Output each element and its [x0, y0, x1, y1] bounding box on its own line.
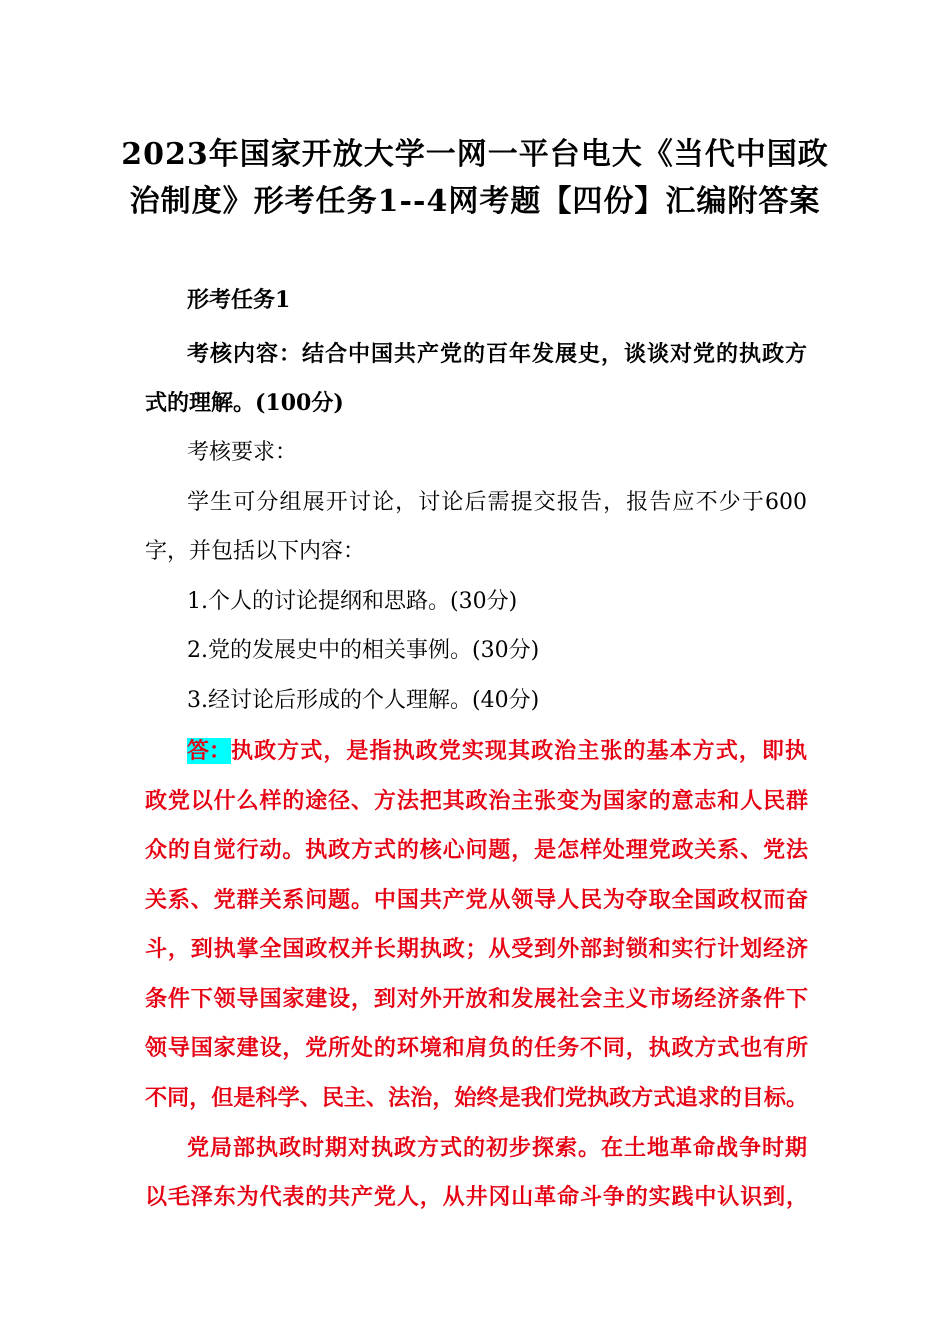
paragraph-2-line-1: 党局部执政时期对执政方式的初步探索。在土地革命战争时期	[187, 1135, 807, 1161]
document-title-line-2: 治制度》形考任务1--4网考题【四份】汇编附答案	[129, 184, 821, 219]
assessment-content-line-2: 式的理解。(100分)	[145, 390, 344, 416]
answer-line: 关系、党群关系问题。中国共产党从领导人民为夺取全国政权而奋	[145, 887, 808, 913]
assessment-content-line-1: 考核内容：结合中国共产党的百年发展史，谈谈对党的执政方	[187, 341, 807, 367]
answer-text: 执政方式，是指执政党实现其政治主张的基本方式，即执	[231, 738, 807, 764]
answer-line: 众的自觉行动。执政方式的核心问题，是怎样处理党政关系、党法	[145, 837, 808, 863]
requirement-item: 1.个人的讨论提纲和思路。(30分)	[187, 589, 518, 614]
requirement-item: 3.经讨论后形成的个人理解。(40分)	[187, 688, 540, 713]
answer-line: 条件下领导国家建设，到对外开放和发展社会主义市场经济条件下	[145, 986, 808, 1012]
answer-line: 政党以什么样的途径、方法把其政治主张变为国家的意志和人民群	[145, 788, 808, 814]
answer-line: 斗，到执掌全国政权并长期执政；从受到外部封锁和实行计划经济	[145, 936, 808, 962]
requirement-intro-line-2: 字，并包括以下内容：	[145, 539, 366, 564]
requirements-label: 考核要求：	[187, 440, 298, 465]
document-title-line-1: 2023年国家开放大学一网一平台电大《当代中国政	[121, 137, 829, 172]
requirement-intro-line-1: 学生可分组展开讨论，讨论后需提交报告，报告应不少于600	[187, 490, 807, 515]
answer-line-1	[187, 738, 807, 764]
answer-line: 领导国家建设，党所处的环境和肩负的任务不同，执政方式也有所	[145, 1035, 808, 1061]
requirement-item: 2.党的发展史中的相关事例。(30分)	[187, 638, 540, 663]
answer-line: 不同，但是科学、民主、法治，始终是我们党执政方式追求的目标。	[145, 1085, 808, 1111]
paragraph-2-line-2: 以毛泽东为代表的共产党人，从井冈山革命斗争的实践中认识到，	[145, 1184, 808, 1210]
section-heading: 形考任务1	[187, 287, 291, 313]
answer-label: 答：	[187, 738, 232, 764]
